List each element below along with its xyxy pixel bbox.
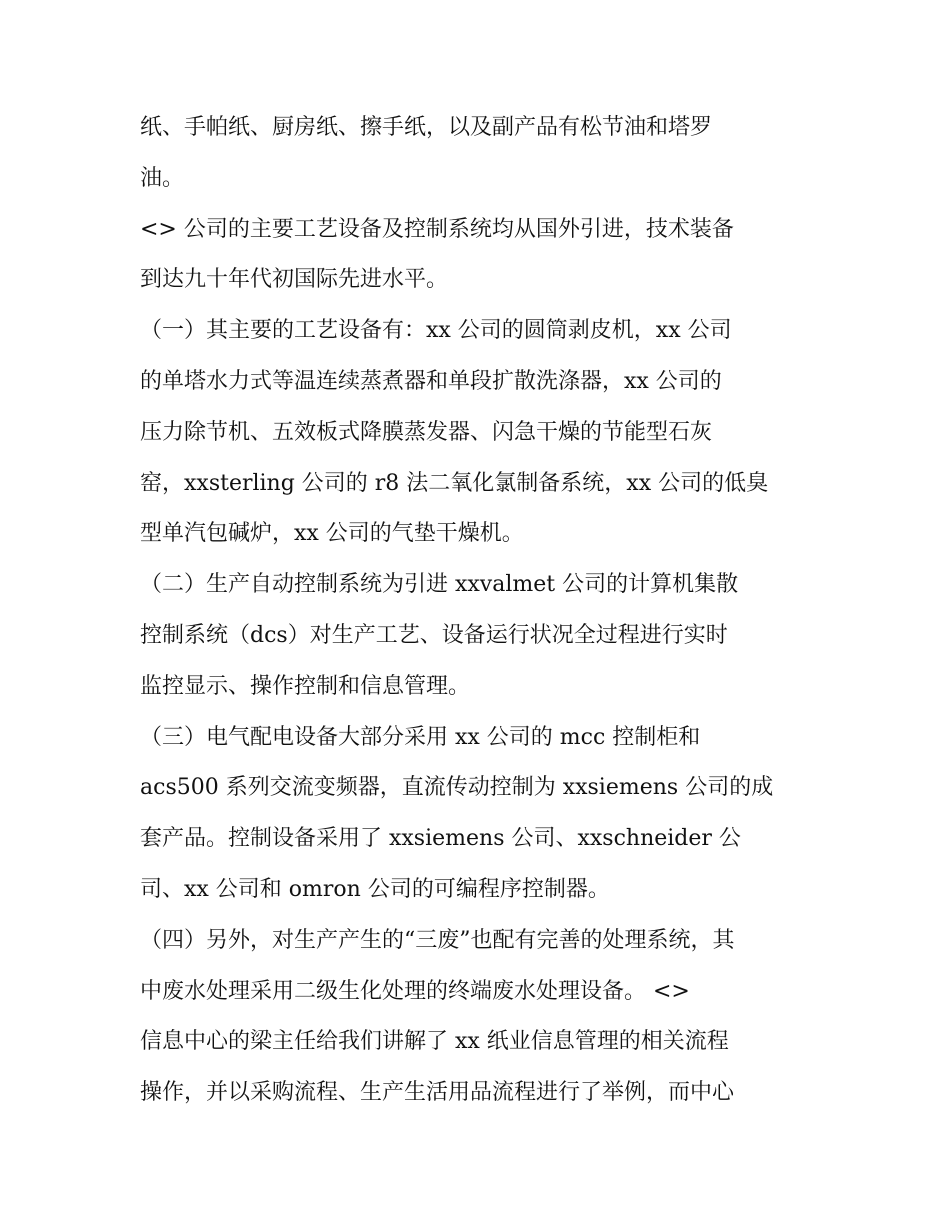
text-line: （四）另外，对生产产生的“三废”也配有完善的处理系统，其 <box>140 927 735 953</box>
text-line: 监控显示、操作控制和信息管理。 <box>140 673 471 699</box>
text-line: 窑，xxsterling 公司的 r8 法二氧化氯制备系统，xx 公司的低臭 <box>140 470 769 496</box>
text-line: 油。 <box>140 165 185 191</box>
text-line: 型单汽包碱炉，xx 公司的气垫干燥机。 <box>140 521 524 547</box>
text-line: 的单塔水力式等温连续蒸煮器和单段扩散洗涤器，xx 公司的 <box>140 368 722 394</box>
text-line: （一）其主要的工艺设备有：xx 公司的圆筒剥皮机，xx 公司 <box>140 318 732 344</box>
text-line: 控制系统（dcs）对生产工艺、设备运行状况全过程进行实时 <box>140 622 728 648</box>
text-line: 操作，并以采购流程、生产生活用品流程进行了举例，而中心 <box>140 1080 735 1106</box>
text-line: 纸、手帕纸、厨房纸、擦手纸，以及副产品有松节油和塔罗 <box>140 115 713 140</box>
text-line: 套产品。控制设备采用了 xxsiemens 公司、xxschneider 公 <box>140 826 741 852</box>
text-line: 中废水处理采用二级生化处理的终端废水处理设备。 <> <box>140 978 690 1004</box>
text-line: 压力除节机、五效板式降膜蒸发器、闪急干燥的节能型石灰 <box>140 419 713 445</box>
text-line: （三）电气配电设备大部分采用 xx 公司的 mcc 控制柜和 <box>140 724 701 750</box>
text-line: 司、xx 公司和 omron 公司的可编程序控制器。 <box>140 876 610 902</box>
text-line: （二）生产自动控制系统为引进 xxvalmet 公司的计算机集散 <box>140 572 739 598</box>
text-line: acs500 系列交流变频器，直流传动控制为 xxsiemens 公司的成 <box>140 775 774 801</box>
text-line: <> 公司的主要工艺设备及控制系统均从国外引进，技术装备 <box>140 216 734 242</box>
document-body <box>140 103 820 1119</box>
text-line: 信息中心的梁主任给我们讲解了 xx 纸业信息管理的相关流程 <box>140 1029 729 1055</box>
text-line: 到达九十年代初国际先进水平。 <box>140 267 449 293</box>
